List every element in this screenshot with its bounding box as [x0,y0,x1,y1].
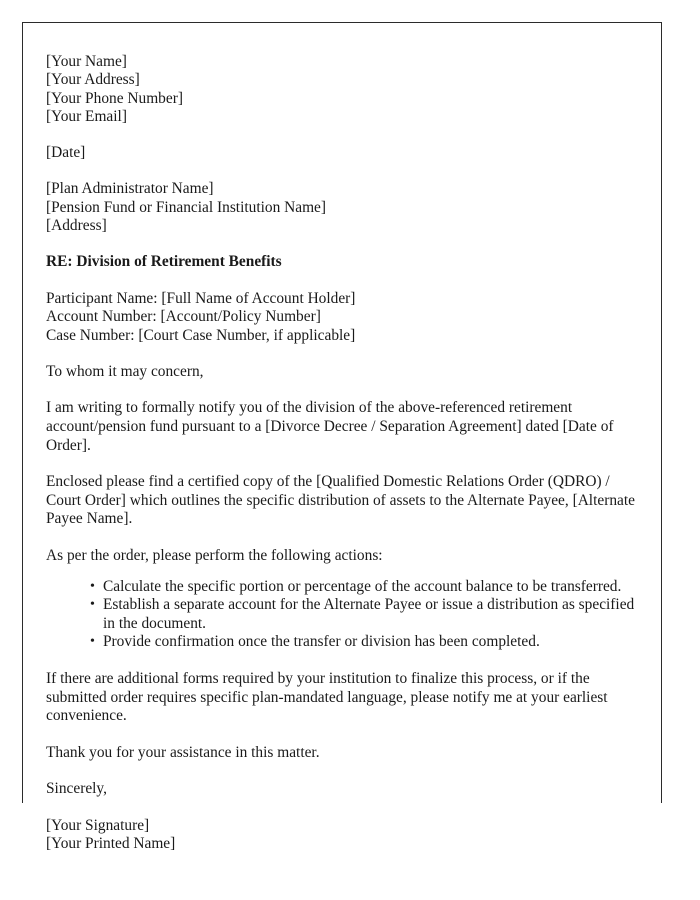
participant-name-line: Participant Name: [Full Name of Account Holder] [46,289,356,307]
subject-line: RE: Division of Retirement Benefits [46,253,282,271]
list-item: • Establish a separate account for the Alternate Payee or issue a distribution as specified in the document. [90,596,637,633]
spacer [46,126,637,144]
sender-phone: [Your Phone Number] [46,89,183,107]
account-number-line: Account Number: [Account/Policy Number] [46,308,321,326]
spacer [46,272,637,290]
letter-body [23,23,661,854]
printed-name-placeholder: [Your Printed Name] [46,835,176,853]
list-item: • Provide confirmation once the transfer or division has been completed. [90,633,637,652]
spacer [46,652,637,670]
sender-name: [Your Name] [46,53,127,70]
spacer [46,566,637,578]
signature-block [46,817,637,854]
reference-details-block [46,290,637,345]
signature-placeholder: [Your Signature] [46,816,150,834]
spacer [46,529,637,547]
paragraph-additional-forms: If there are additional forms required by your institution to finalize this process, or if the submitted order requires specific plan-mandated language, please notify me at your earliest convenience. [46,669,608,725]
recipient-address: [Address] [46,217,107,235]
action-items-list [46,578,637,652]
recipient-address-block [46,180,637,235]
spacer [46,345,637,363]
recipient-institution-name: [Pension Fund or Financial Institution Name] [46,198,326,216]
date-line: [Date] [46,144,86,162]
paragraph-enclosure: Enclosed please find a certified copy of the [Qualified Domestic Relations Order (QDRO) / Court Order] which outlines the specific distribution of assets to the Alternate Payee, [Alternate Payee Name]. [46,473,635,528]
spacer [46,726,637,744]
recipient-administrator-name: [Plan Administrator Name] [46,180,214,198]
document-page [22,22,662,853]
spacer [46,762,637,780]
paragraph-notification: I am writing to formally notify you of the division of the above-referenced retirement account/pension fund pursuant to a [Divorce Decree / Separation Agreement] dated [Date of Order]. [46,399,614,454]
spacer [46,235,637,253]
sender-email: [Your Email] [46,107,127,125]
sender-address: [Your Address] [46,71,140,89]
paragraph-thanks: Thank you for your assistance in this matter. [46,743,320,761]
spacer [46,455,637,473]
salutation: To whom it may concern, [46,362,204,380]
closing-salutation: Sincerely, [46,780,107,798]
action-list-intro: As per the order, please perform the following actions: [46,547,383,565]
case-number-line: Case Number: [Court Case Number, if applicable] [46,326,356,344]
spacer [46,162,637,180]
spacer [46,799,637,817]
sender-address-block [46,53,637,126]
list-item: • Calculate the specific portion or percentage of the account balance to be transferred. [90,578,637,597]
spacer [46,381,637,399]
